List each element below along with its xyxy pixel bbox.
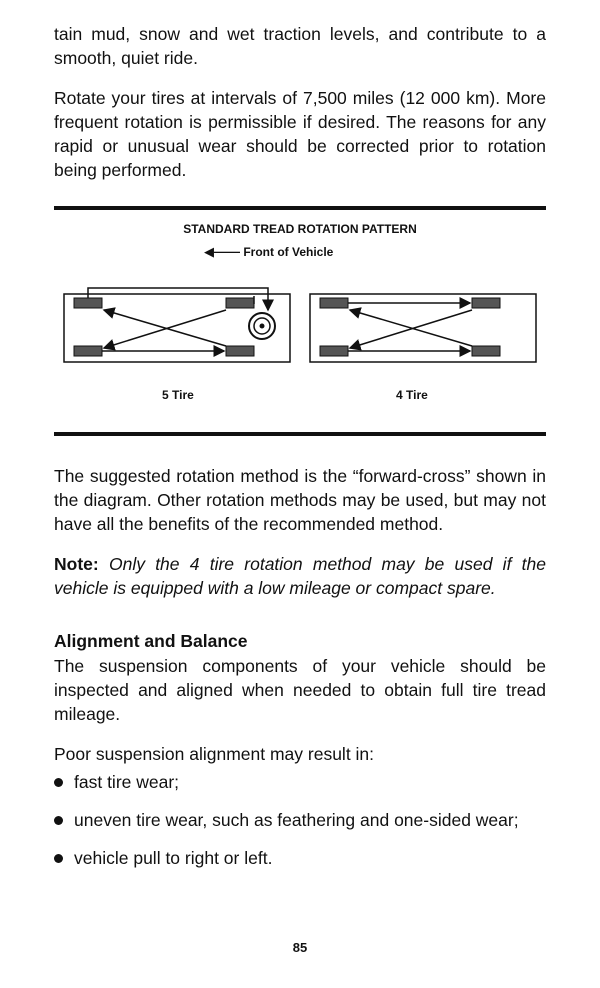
tire-front-right-4: [320, 346, 348, 356]
list-item: uneven tire wear, such as feathering and one-sided wear;: [54, 808, 546, 832]
caption-4-tire: 4 Tire: [396, 388, 428, 402]
tire-front-left-4: [320, 298, 348, 308]
caption-5-tire: 5 Tire: [162, 388, 194, 402]
bullet-icon: [54, 816, 63, 825]
tire-rear-left-4: [472, 298, 500, 308]
four-tire-vehicle: [310, 294, 536, 362]
note-label: Note:: [54, 554, 99, 574]
figure-bottom-rule: [54, 432, 546, 436]
left-arrow-icon: ◀——: [204, 244, 240, 259]
paragraph-forward-cross: The suggested rotation method is the “forward-cross” shown in the diagram. Other rotation methods may be used, but may not have all the benefits of the recommended method.: [54, 466, 546, 534]
paragraph-suspension: The suspension components of your vehicle should be inspected and aligned when needed to obtain full tire tread mileage.: [54, 656, 546, 724]
page-number: 85: [292, 940, 308, 955]
spare-tire-icon: [249, 313, 275, 339]
five-tire-vehicle: [64, 288, 290, 362]
front-of-vehicle-label: ◀—— Front of Vehicle: [204, 244, 334, 259]
alignment-effects-list: [54, 770, 546, 870]
bullet-icon: [54, 778, 63, 787]
list-item: fast tire wear;: [54, 770, 546, 794]
bullet-icon: [54, 854, 63, 863]
figure-title: STANDARD TREAD ROTATION PATTERN: [183, 222, 417, 236]
note-paragraph: [54, 552, 546, 600]
rotation-figure: [54, 210, 546, 432]
rotation-diagram: [54, 266, 546, 386]
paragraph-intro: tain mud, snow and wet traction levels, and contribute to a smooth, quiet ride.: [54, 24, 546, 68]
tire-front-right-5: [74, 346, 102, 356]
page-content: [54, 22, 546, 870]
note-text: Only the 4 tire rotation method may be used if the vehicle is equipped with a low mileage or compact spare.: [54, 554, 546, 598]
list-item: vehicle pull to right or left.: [54, 846, 546, 870]
tire-rear-right-5: [226, 346, 254, 356]
section-heading: Alignment and Balance: [54, 631, 248, 651]
paragraph-rotation-interval: Rotate your tires at intervals of 7,500 miles (12 000 km). More frequent rotation is permissible if desired. The reasons for any rapid or unusual wear should be corrected prior to rotation being performed.: [54, 88, 546, 180]
tire-rear-left-5: [226, 298, 254, 308]
paragraph-poor-alignment: Poor suspension alignment may result in:: [54, 744, 375, 764]
tire-front-left-5: [74, 298, 102, 308]
tire-rear-right-4: [472, 346, 500, 356]
